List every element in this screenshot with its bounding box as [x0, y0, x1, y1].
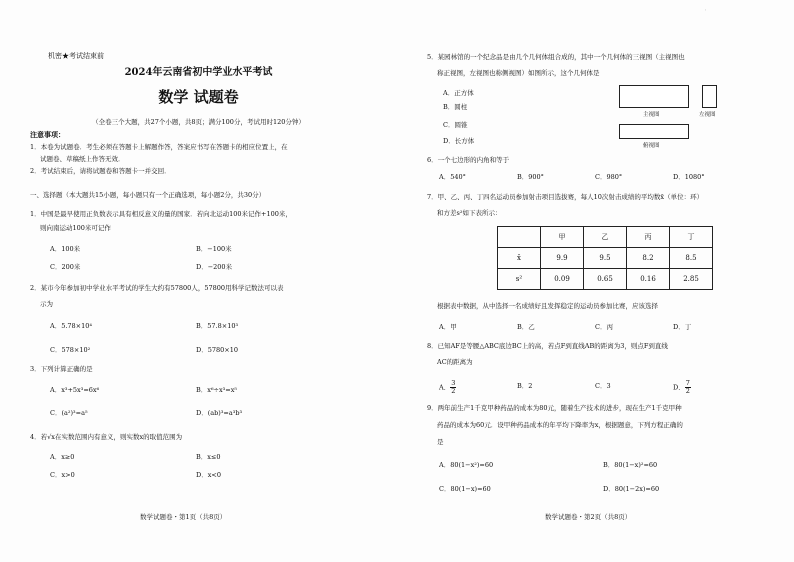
q6-option-a: A．540°: [439, 173, 466, 181]
page-2-footer: 数学试题卷・第2页（共8页）: [545, 513, 632, 521]
confidential-label: 机密★考试结束前: [48, 52, 104, 60]
top-view-rectangle: [619, 124, 689, 139]
exam-page-2: [397, 0, 794, 562]
q8-option-d-label: D．: [673, 383, 685, 392]
q9-option-c: C．80(1−x)=60: [439, 485, 491, 493]
q2-text-line-1: 2．某市今年参加初中学业水平考试的学生大约有57800人，57800用科学记数法可以表: [30, 284, 284, 292]
q1-text-line-1: 1．中国是最早使用正负数表示具有相反意义的量的国家．若向北运动100米记作+100米，: [30, 210, 292, 218]
table-row-variance: [498, 269, 713, 290]
q6-option-c: C．980°: [595, 173, 623, 181]
subject-title: 数学 试题卷: [158, 88, 239, 106]
table-cell: 8.2: [627, 248, 670, 269]
fraction-numerator: 7: [685, 379, 690, 387]
q3-option-d: D．(ab)³=a³b³: [196, 409, 243, 417]
note-2: 2．考试结束后，请将试题卷和答题卡一并交回．: [30, 167, 171, 175]
q9-option-a: A．80(1−x²)=60: [439, 461, 494, 469]
side-view-caption: 左视图: [699, 112, 716, 118]
q3-option-b: B．x⁶÷x³=x⁵: [196, 386, 237, 394]
q2-option-b: B．57.8×10³: [196, 322, 239, 330]
section-1-header: 一、选择题（本大题共15小题，每小题只有一个正确选项，每小题2分，共30分）: [30, 191, 266, 199]
fraction-denominator: 2: [685, 387, 690, 395]
q4-option-d: D．x<0: [196, 471, 221, 479]
table-cell: 9.5: [584, 248, 627, 269]
q1-option-d: D．−200米: [196, 263, 233, 271]
top-view-caption: 俯视图: [643, 143, 660, 149]
q4-text: 4．若√x在实数范围内有意义，则实数x的取值范围为: [30, 433, 183, 441]
table-cell: s²: [498, 269, 541, 290]
q2-option-d: D．5780×10: [196, 346, 238, 354]
table-cell: 丁: [670, 227, 713, 248]
q9-option-b: B．80(1−x)²=60: [603, 461, 658, 469]
q7-option-a: A．甲: [439, 323, 457, 331]
side-view-rectangle: [702, 85, 717, 108]
q7-text-line-3: 根据表中数据，从中选择一名成绩好且发挥稳定的运动员参加比赛，应该选择: [437, 302, 658, 310]
table-cell: 2.85: [670, 269, 713, 290]
q1-option-c: C．200米: [50, 263, 81, 271]
exam-title: 2024年云南省初中学业水平考试: [124, 67, 273, 78]
q3-option-a: A．x³+5x³=6x⁶: [50, 386, 100, 394]
table-cell: 0.16: [627, 269, 670, 290]
q6-option-d: D．1080°: [673, 173, 705, 181]
q7-text-line-2: 和方差s²如下表所示：: [437, 209, 502, 217]
q6-option-b: B．900°: [517, 173, 544, 181]
q6-text: 6．一个七边形的内角和等于: [427, 156, 510, 164]
table-row-mean: [498, 248, 713, 269]
q7-option-b: B．乙: [517, 323, 535, 331]
q5-option-d: D．长方体: [443, 137, 475, 145]
table-cell: 8.5: [670, 248, 713, 269]
q1-option-b: B．−100米: [196, 245, 232, 253]
fraction-numerator: 3: [451, 379, 456, 387]
q9-text-line-3: 是: [437, 438, 444, 446]
q7-data-table: [497, 226, 713, 290]
note-1-line-2: 试题卷、草稿纸上作答无效．: [40, 155, 125, 163]
table-cell: 9.9: [541, 248, 584, 269]
q3-option-c: C．(a²)³=a⁵: [50, 409, 88, 417]
q8-option-d-fraction: [685, 380, 691, 395]
q9-option-d: D．80(1−2x)=60: [603, 485, 660, 493]
q2-option-a: A．5.78×10⁴: [50, 322, 92, 330]
q5-option-b: B．圆柱: [443, 103, 468, 111]
q8-option-a: [439, 380, 456, 395]
front-view-caption: 主视图: [643, 112, 660, 118]
table-cell: 0.09: [541, 269, 584, 290]
q7-option-c: C．丙: [595, 323, 613, 331]
table-header-row: [498, 227, 713, 248]
q5-option-a: A．正方体: [443, 89, 474, 97]
q4-option-b: B．x≤0: [196, 453, 221, 461]
q7-option-d: D．丁: [673, 323, 692, 331]
q8-text-line-1: 8．已知AF是等腰△ABC底边BC上的高，若点F到直线AB的距离为3，则点F到直线: [427, 342, 668, 350]
page-1-footer: 数学试题卷・第1页（共8页）: [140, 513, 227, 521]
table-cell: [498, 227, 541, 248]
front-view-rectangle: [619, 85, 689, 108]
q4-option-a: A．x≥0: [50, 453, 75, 461]
q8-option-a-label: A．: [439, 383, 451, 392]
q8-option-a-fraction: [450, 380, 456, 395]
q1-text-line-2: 则向南运动100米可记作: [40, 224, 111, 232]
note-1-line-1: 1．本卷为试题卷．考生必须在答题卡上解题作答，答案应书写在答题卡的相应位置上，在: [30, 143, 288, 151]
q9-text-line-1: 9．两年前生产1千克甲种药品的成本为80元，随着生产技术的进步，现在生产1千克甲种: [427, 404, 682, 412]
q8-option-b: B．2: [517, 382, 533, 390]
q5-text-line-1: 5．某园林馆的一个纪念品是由几个几何体组合成的，其中一个几何体的三视图（主视图也: [427, 53, 685, 61]
table-cell: 甲: [541, 227, 584, 248]
exam-info: （全卷三个大题，共27个小题，共8页；满分100分，考试用时120分钟）: [92, 118, 305, 126]
table-cell: 0.65: [584, 269, 627, 290]
q4-option-c: C．x>0: [50, 471, 75, 479]
q8-option-c: C．3: [595, 382, 611, 390]
table-cell: 丙: [627, 227, 670, 248]
table-cell: 乙: [584, 227, 627, 248]
notes-title: 注意事项：: [30, 130, 65, 139]
q8-option-d: [673, 380, 691, 395]
q5-option-c: C．圆锥: [443, 121, 468, 129]
q2-option-c: C．578×10²: [50, 346, 91, 354]
q1-option-a: A．100米: [50, 245, 81, 253]
table-cell: x̄: [498, 248, 541, 269]
q5-text-line-2: 称正视图，左视图也称侧视图）如图所示，这个几何体是: [437, 69, 600, 77]
q2-text-line-2: 示为: [40, 300, 53, 308]
q7-text-line-1: 7．甲、乙、丙、丁四名运动员参加射击项目选拔赛，每人10次射击成绩的平均数x̄（单位：环）: [427, 193, 704, 201]
q9-text-line-2: 药品的成本为60元．设甲种药品成本的年平均下降率为x，根据题意，下列方程正确的: [437, 421, 683, 429]
top-mark: ,: [705, 6, 707, 11]
fraction-denominator: 2: [451, 387, 456, 395]
q3-text: 3．下列计算正确的是: [30, 365, 93, 373]
q8-text-line-2: AC的距离为: [437, 358, 473, 366]
